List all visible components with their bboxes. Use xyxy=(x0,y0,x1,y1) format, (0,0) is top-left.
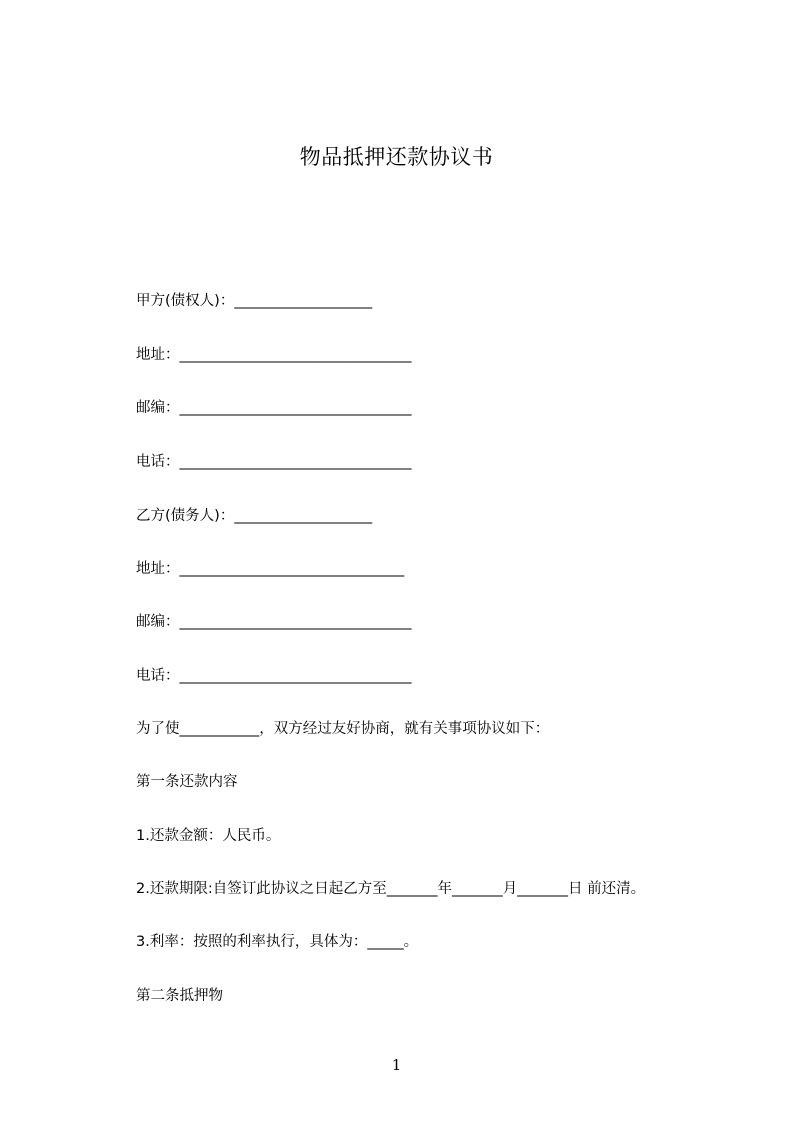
party-b-address-line: 地址：_______________________________ xyxy=(136,561,405,577)
page-number: 1 xyxy=(391,1056,402,1074)
interest-rate-item: 3.利率：按照的利率执行，具体为：_____。 xyxy=(136,934,419,950)
repayment-deadline-item: 2.还款期限:自签订此协议之日起乙方至_______年_______月_______日 前还清。 xyxy=(136,881,646,897)
party-a-phone-line: 电话：________________________________ xyxy=(136,454,412,470)
party-a-name-line: 甲方(债权人)：___________________ xyxy=(136,293,373,309)
page-title: 物品抵押还款协议书 xyxy=(299,145,494,169)
party-a-address-line: 地址：________________________________ xyxy=(136,347,412,363)
repayment-amount-item: 1.还款金额：人民币。 xyxy=(136,828,281,844)
intro-paragraph: 为了使___________，双方经过友好协商，就有关事项协议如下： xyxy=(136,721,550,737)
party-b-postcode-line: 邮编：________________________________ xyxy=(136,614,412,630)
article-2-heading: 第二条抵押物 xyxy=(136,988,223,1004)
article-1-heading: 第一条还款内容 xyxy=(136,774,238,790)
party-b-name-line: 乙方(债务人)：___________________ xyxy=(136,508,373,524)
party-b-phone-line: 电话：________________________________ xyxy=(136,668,412,684)
party-a-postcode-line: 邮编：________________________________ xyxy=(136,400,412,416)
